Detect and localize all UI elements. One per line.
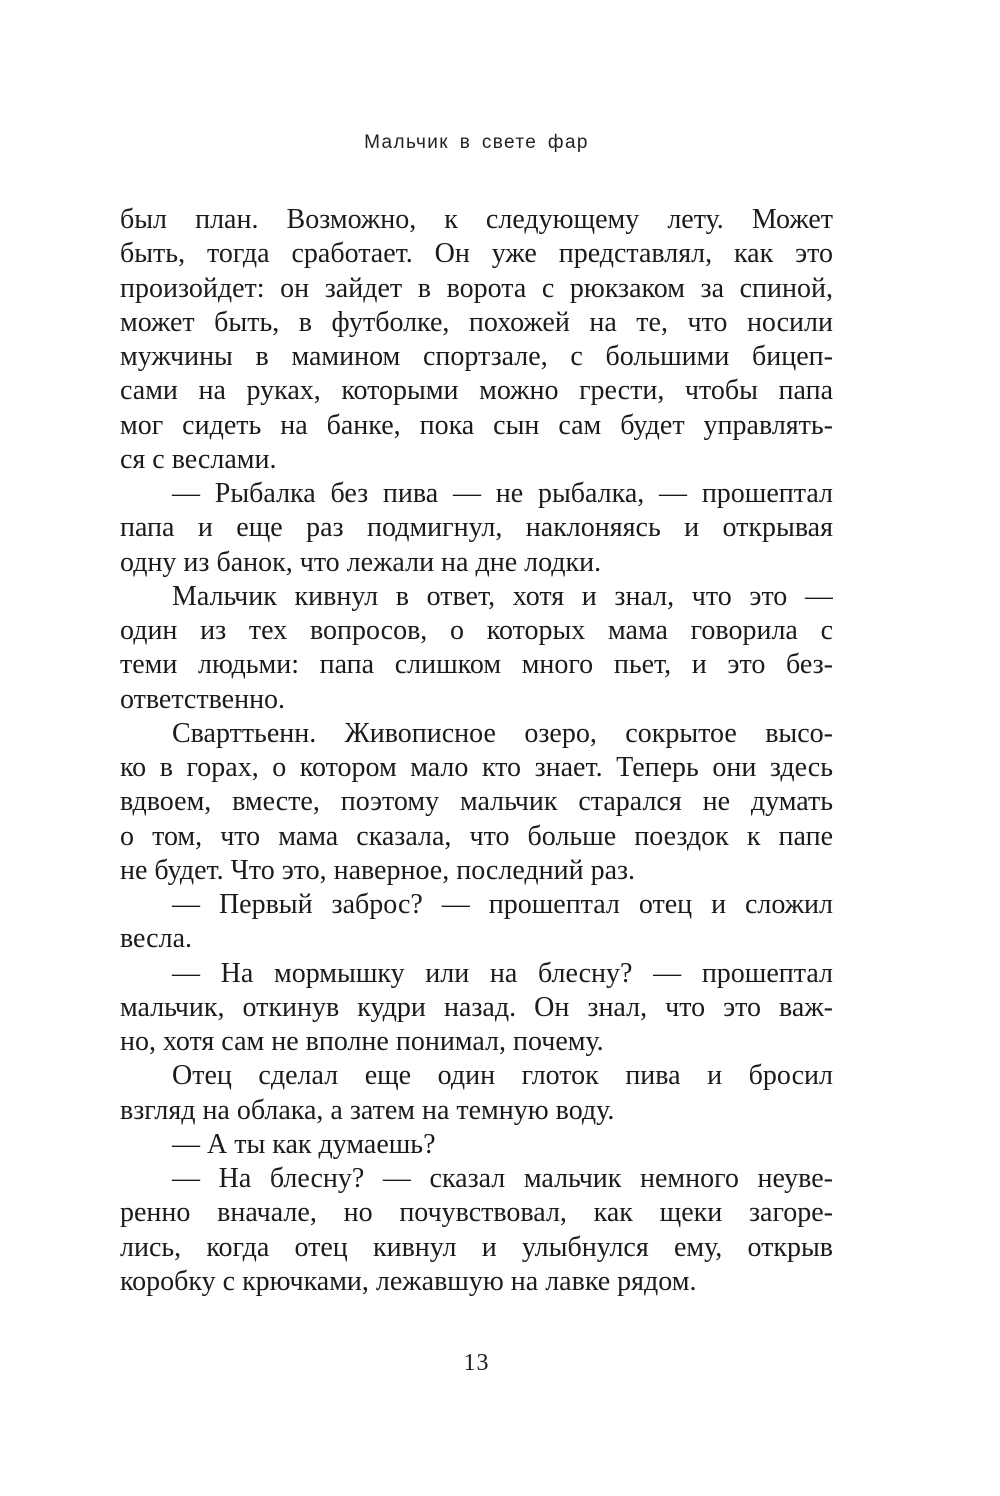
text-line: был план. Возможно, к следующему лету. Может <box>120 204 833 235</box>
paragraph <box>120 477 833 580</box>
text-line: не будет. Что это, наверное, последний раз. <box>120 854 636 886</box>
paragraph <box>120 717 833 888</box>
paragraph <box>120 1162 833 1299</box>
text-line: одну из банок, что лежали на дне лодки. <box>120 546 602 578</box>
page-number: 13 <box>463 1350 490 1376</box>
text-line: весла. <box>120 923 193 955</box>
text-line: теми людьми: папа слишком много пьет, и это без- <box>120 649 833 681</box>
text-line: вдвоем, вместе, поэтому мальчик старался не думать <box>120 786 833 818</box>
text-line: — Рыбалка без пива — не рыбалка, — прошептал <box>172 478 833 509</box>
text-line: ко в горах, о котором мало кто знает. Теперь они здесь <box>120 752 833 783</box>
running-title: Мальчик в свете фар <box>364 132 589 153</box>
paragraph <box>120 957 833 1060</box>
text-line: папа и еще раз подмигнул, наклоняясь и открывая <box>120 512 833 544</box>
text-line: — А ты как думаешь? <box>172 1128 436 1160</box>
text-line: ответственно. <box>120 683 286 715</box>
text-line: произойдет: он зайдет в ворота с рюкзаком за спиной, <box>120 272 833 304</box>
text-line: один из тех вопросов, о которых мама говорила с <box>120 615 833 646</box>
paragraph <box>120 888 833 957</box>
text-line: лись, когда отец кивнул и улыбнулся ему, открыв <box>120 1231 833 1263</box>
text-line: ренно вначале, но почувствовал, как щеки загоре- <box>120 1197 833 1229</box>
text-line: Мальчик кивнул в ответ, хотя и знал, что это — <box>172 580 833 612</box>
paragraph <box>120 580 833 717</box>
paragraph <box>120 1059 833 1128</box>
text-line: — На блесну? — сказал мальчик немного неуве- <box>172 1163 833 1194</box>
text-line: — На мормышку или на блесну? — прошептал <box>172 957 833 989</box>
text-line: коробку с крючками, лежавшую на лавке рядом. <box>120 1265 697 1297</box>
text-line: ся с веслами. <box>120 443 277 475</box>
text-line: Отец сделал еще один глоток пива и бросил <box>172 1060 833 1092</box>
paragraph <box>120 1128 833 1162</box>
text-line: сами на руках, которыми можно грести, чтобы папа <box>120 375 833 407</box>
text-line: Сварттьенн. Живописное озеро, сокрытое высо- <box>172 717 833 749</box>
text-line: мог сидеть на банке, пока сын сам будет управлять- <box>120 409 833 441</box>
text-line: — Первый заброс? — прошептал отец и сложил <box>172 889 833 920</box>
text-line: мальчик, откинув кудри назад. Он знал, что это важ- <box>120 991 833 1023</box>
text-line: взгляд на облака, а затем на темную воду. <box>120 1094 615 1126</box>
text-line: быть, тогда сработает. Он уже представлял, как это <box>120 238 833 270</box>
text-line: о том, что мама сказала, что больше поездок к папе <box>120 820 833 852</box>
paragraph <box>120 203 833 477</box>
text-line: мужчины в мамином спортзале, с большими бицеп- <box>120 341 833 372</box>
body-text <box>120 203 833 1299</box>
text-line: может быть, в футболке, похожей на те, что носили <box>120 306 833 338</box>
text-line: но, хотя сам не вполне понимал, почему. <box>120 1026 604 1057</box>
